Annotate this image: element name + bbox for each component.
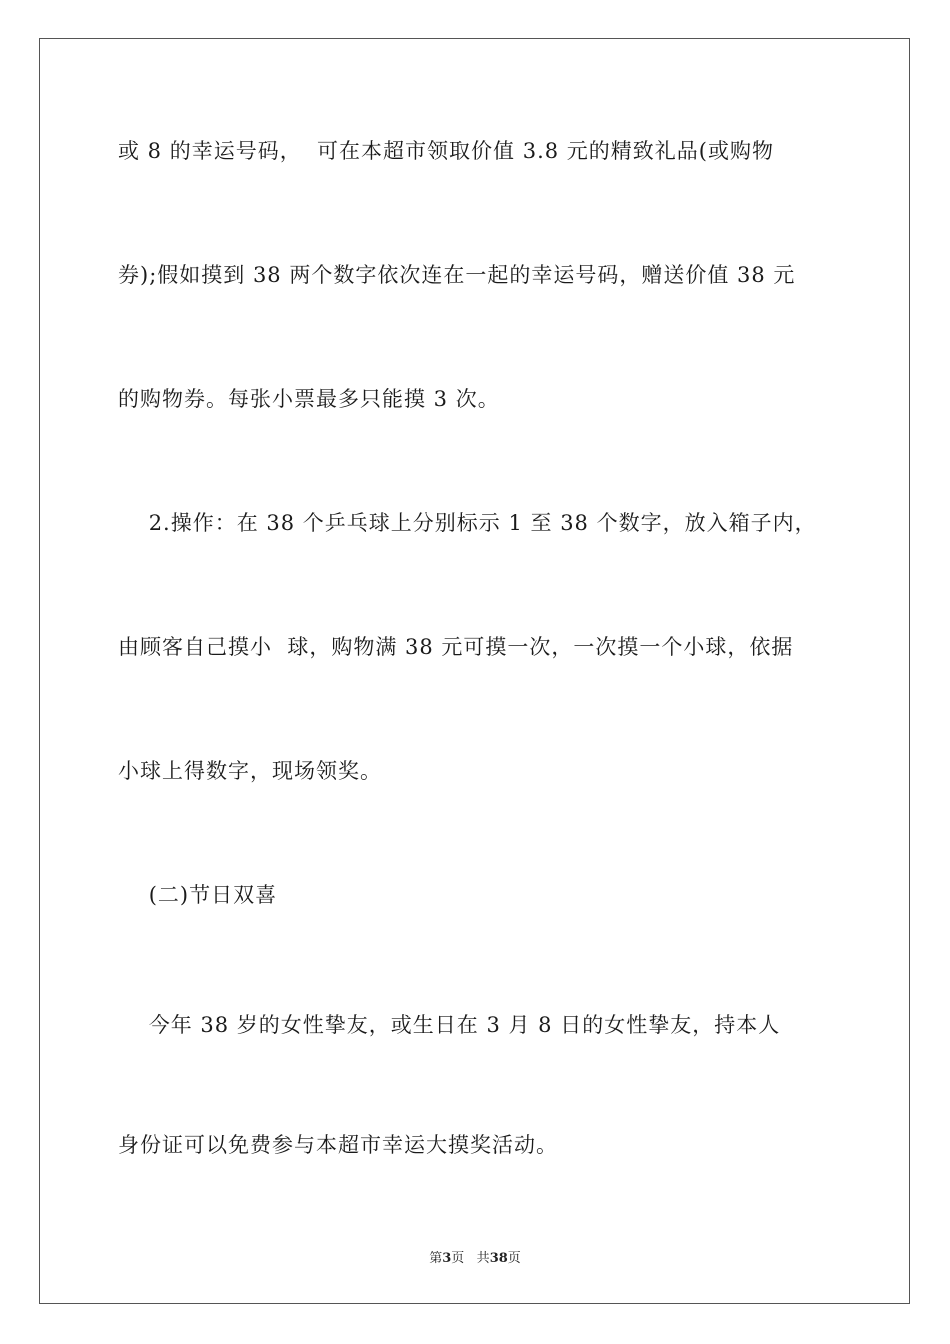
body-line-2: 券);假如摸到 38 两个数字依次连在一起的幸运号码，赠送价值 38 元 [118,263,796,287]
total-suffix: 页 [507,1251,521,1266]
page-number: 3 [442,1251,452,1266]
body-line-1: 或 8 的幸运号码， 可在本超市领取价值 3.8 元的精致礼品(或购物 [118,139,775,163]
page-footer [0,1247,950,1266]
body-line-5: 由顾客自己摸小 球，购物满 38 元可摸一次，一次摸一个小球，依据 [118,635,794,659]
page-prefix: 第 [429,1251,443,1266]
body-line-7: 今年 38 岁的女性挚友，或生日在 3 月 8 日的女性挚友，持本人 [118,1013,781,1037]
total-pages: 38 [489,1251,508,1266]
section-heading: (二)节日双喜 [118,883,278,907]
body-line-8: 身份证可以免费参与本超市幸运大摸奖活动。 [118,1133,558,1157]
total-prefix: 共 [476,1251,490,1266]
page-frame [39,38,910,1304]
body-line-6: 小球上得数字，现场领奖。 [118,759,382,783]
body-line-3: 的购物券。每张小票最多只能摸 3 次。 [118,387,500,411]
page-suffix: 页 [451,1251,465,1266]
body-line-4: 2.操作：在 38 个乒乓球上分别标示 1 至 38 个数字，放入箱子内， [118,511,817,535]
